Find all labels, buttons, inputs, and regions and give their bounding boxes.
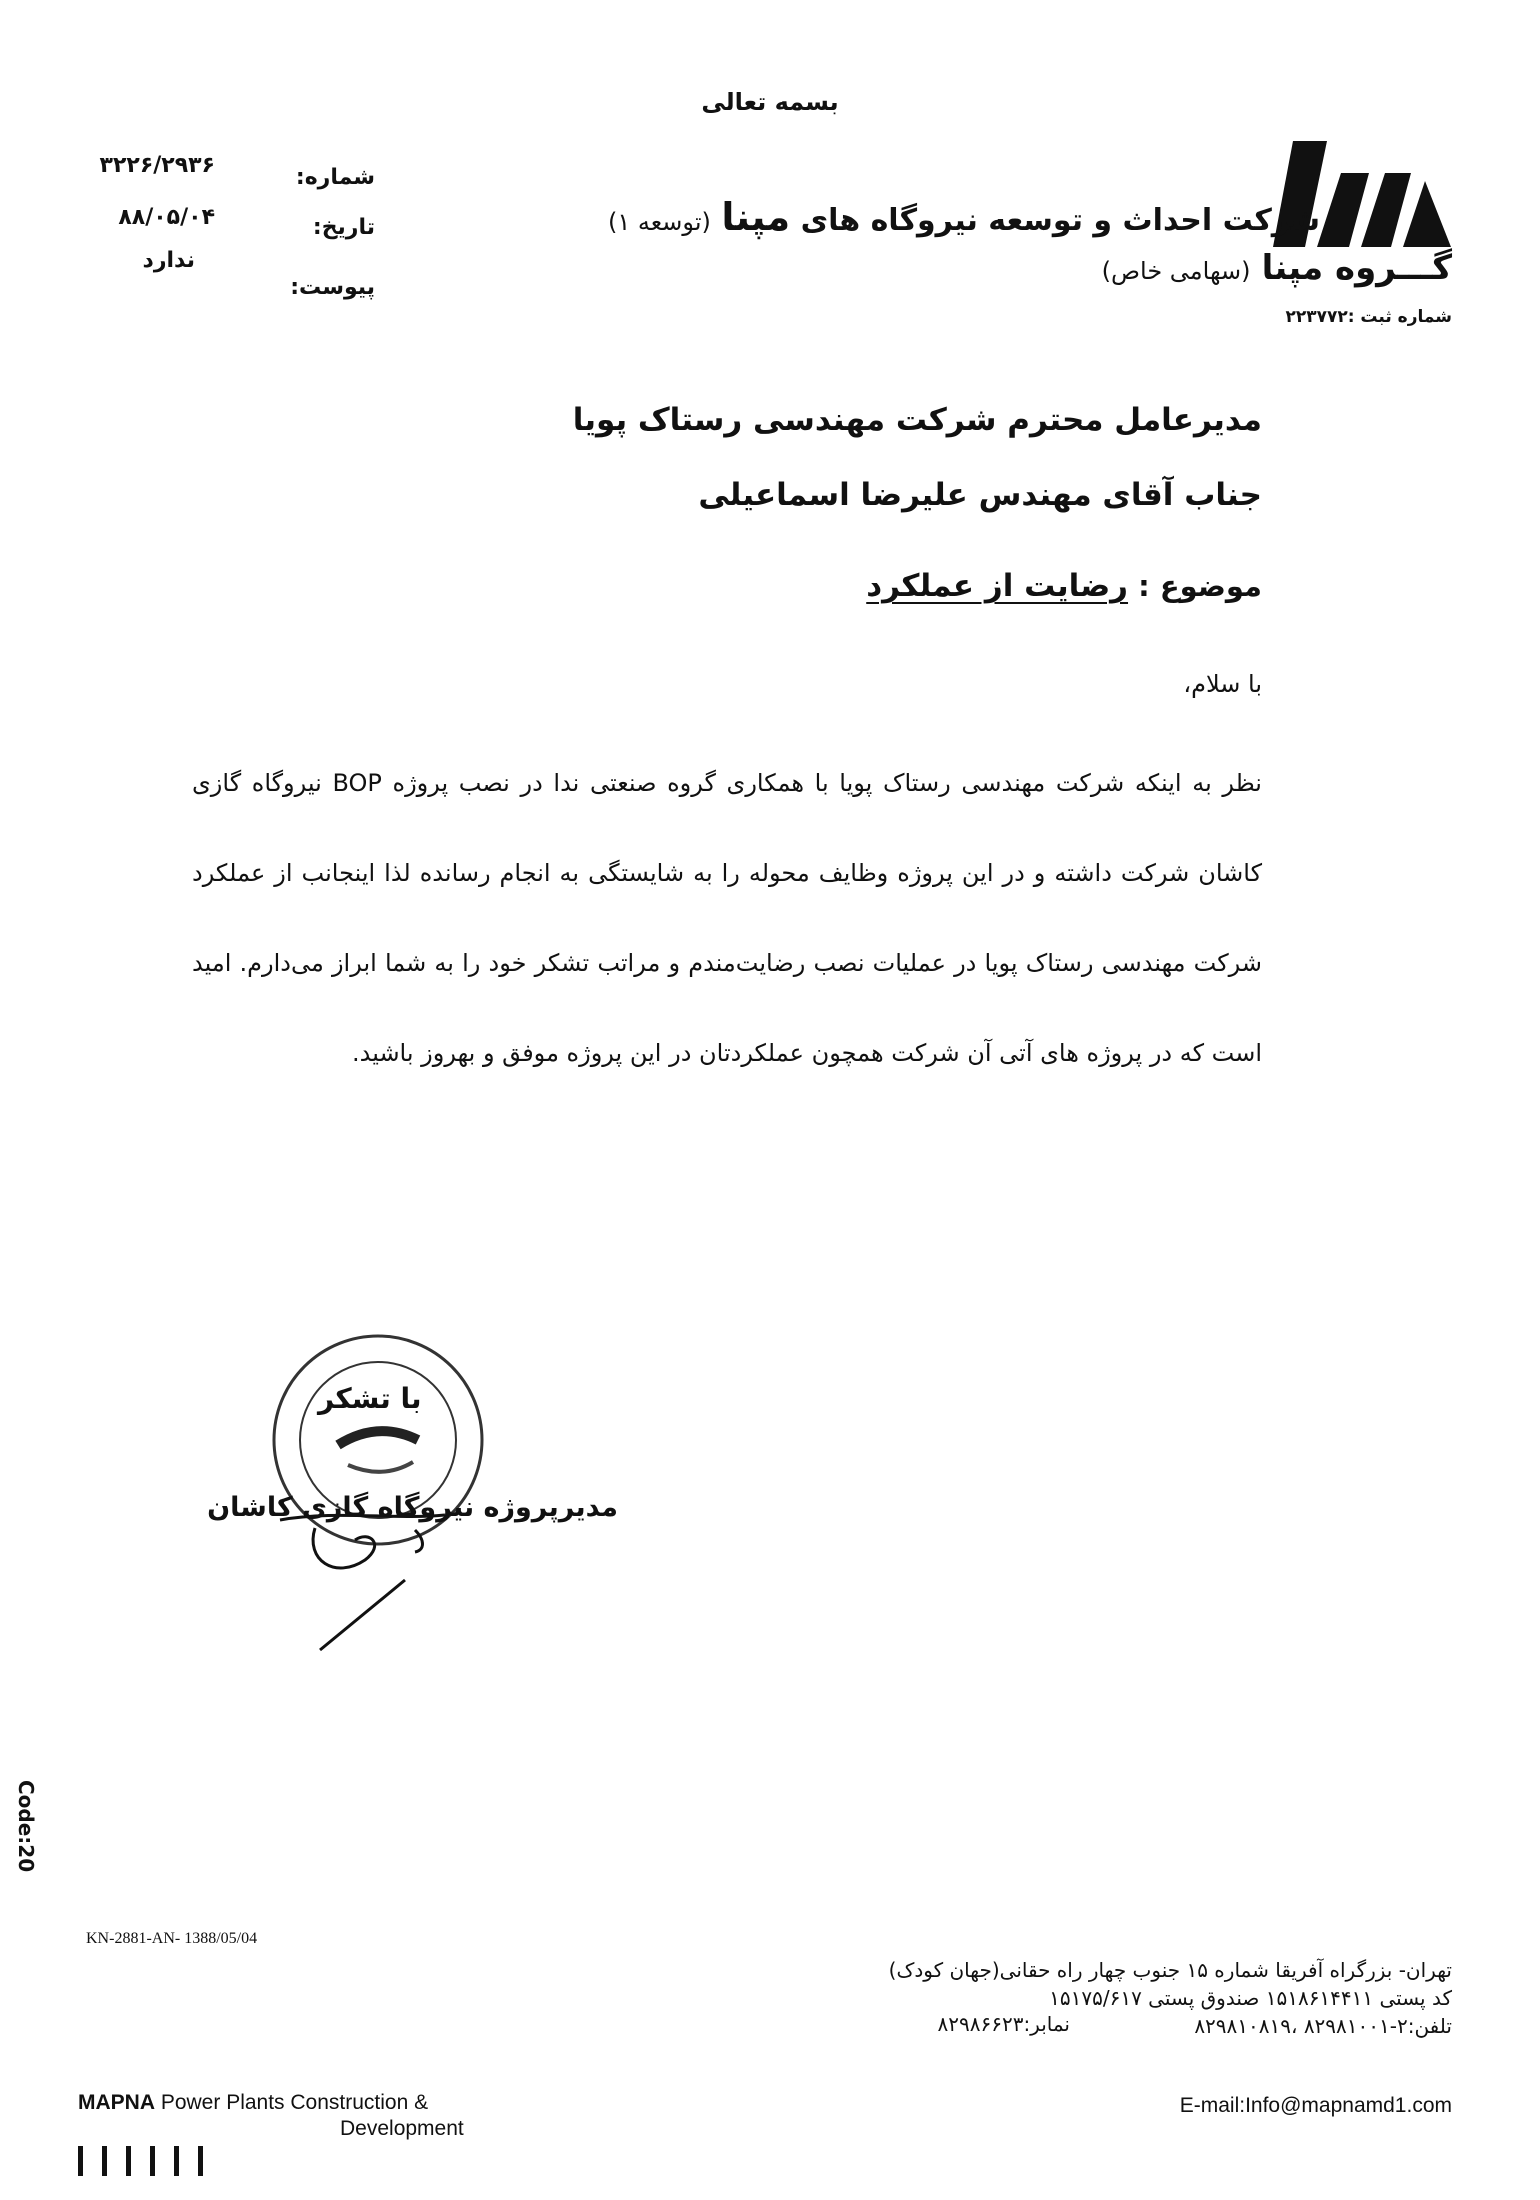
- mapna-bars-icon: [78, 2146, 208, 2176]
- bismillah-heading: بسمه تعالی: [701, 88, 839, 116]
- side-code: Code:20: [14, 1780, 38, 1873]
- attachment-value: ندارد: [142, 248, 195, 273]
- company-name-text: شرکت احداث و توسعه نیروگاه های: [800, 203, 1320, 238]
- closing-text: با تشکر: [318, 1382, 422, 1415]
- subject-line: [866, 568, 1262, 604]
- number-value: ۳۲۲۶/۲۹۳۶: [99, 153, 215, 178]
- document-reference: KN-2881-AN- 1388/05/04: [86, 1930, 258, 1947]
- english-line-1-rest: Power Plants Construction &: [155, 2091, 429, 2114]
- group-type: (سهامی خاص): [1101, 257, 1251, 285]
- company-suffix: (توسعه ۱): [607, 208, 711, 236]
- footer-fax: نمابر:۸۲۹۸۶۶۲۳: [937, 2012, 1070, 2036]
- footer-email: E-mail:Info@mapnamd1.com: [1179, 2094, 1452, 2117]
- group-name: گـــروه مپنا: [1261, 248, 1452, 288]
- greeting: با سلام،: [1183, 670, 1262, 698]
- handwritten-signature: [275, 1500, 455, 1670]
- english-line-2: Development: [340, 2117, 464, 2140]
- subject-label: موضوع :: [1138, 569, 1262, 603]
- date-value: ۸۸/۰۵/۰۴: [118, 205, 215, 230]
- english-brand: MAPNA: [78, 2091, 155, 2114]
- subject-text: رضایت از عملکرد: [866, 568, 1129, 604]
- english-line-1: [78, 2090, 464, 2116]
- english-company-name: [78, 2090, 464, 2142]
- number-label: شماره:: [295, 165, 375, 190]
- group-line: [1102, 248, 1452, 288]
- date-label: تاریخ:: [312, 215, 375, 240]
- letter-body: نظر به اینکه شرکت مهندسی رستاک پویا با همکاری گروه صنعتی ندا در نصب پروژه BOP نیروگاه گازی کاشان شرکت داشته و در این پروژه وظایف محوله را به شایستگی به انجام رسانده لذا اینجانب از عملکرد شرکت مهندسی رستاک پویا در عملیات نصب رضایت‌مندم و مراتب تشکر خود را به شما ابراز می‌دارم. امید است که در پروژه های آتی آن شرکت همچون عملکردتان در این پروژه موفق و بهروز باشید.: [192, 769, 1262, 1067]
- addressee-line-1: مدیرعامل محترم شرکت مهندسی رستاک پویا: [572, 402, 1262, 438]
- footer-postal: کد پستی ۱۵۱۸۶۱۴۴۱۱ صندوق پستی ۱۵۱۷۵/۶۱۷: [1049, 1986, 1452, 2010]
- addressee-line-2: جناب آقای مهندس علیرضا اسماعیلی: [698, 477, 1262, 513]
- attachment-label: پیوست:: [290, 275, 375, 300]
- registration-number: شماره ثبت :۲۲۳۷۷۲: [1285, 307, 1452, 327]
- company-name: [608, 195, 1320, 239]
- footer-address: تهران- بزرگراه آفریقا شماره ۱۵ جنوب چهار راه حقانی(جهان کودک): [888, 1958, 1452, 1982]
- signatory-title: مدیرپروژه نیروگاه گازی کاشان: [207, 1492, 618, 1523]
- footer-phone: تلفن:۲-۸۲۹۸۱۰۰۱ ،۸۲۹۸۱۰۸۱۹: [1194, 2014, 1452, 2038]
- company-brand: مپنا: [721, 195, 791, 239]
